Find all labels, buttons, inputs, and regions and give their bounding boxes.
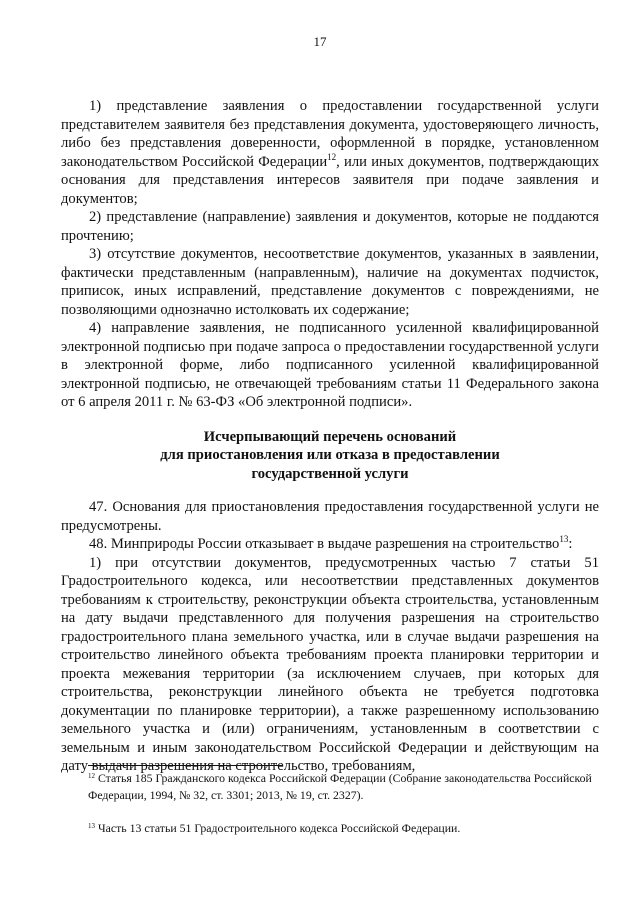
paragraph-47: 47. Основания для приостановления предоставления государственной услуги не предусмотрены. bbox=[61, 499, 599, 534]
footnote-text: Часть 13 статьи 51 Градостроительного кодекса Российской Федерации. bbox=[95, 821, 461, 835]
heading-line-1: Исчерпывающий перечень оснований bbox=[203, 428, 457, 445]
heading-line-3: государственной услуги bbox=[251, 465, 409, 482]
paragraph-item-4: 4) направление заявления, не подписанного усиленной квалифицированной электронной подписью при подаче запроса о предоставлении государственной услуги в электронной форме, либо подписанного усиленной квалифицированной электронной подписью, не отвечающей требованиям статьи 11 Федерального закона от 6 апреля 2011 г. № 63-ФЗ «Об электронной подписи». bbox=[61, 320, 599, 410]
paragraph-text: 48. Минприроды России отказывает в выдаче разрешения на строительство bbox=[89, 536, 560, 552]
footnote-12 bbox=[88, 770, 600, 804]
footnote-ref-12[interactable]: 12 bbox=[327, 151, 337, 162]
paragraph-item-2: 2) представление (направление) заявления и документов, которые не поддаются прочтению; bbox=[61, 209, 599, 244]
paragraph-text: 1) представление заявления о предоставлении государственной услуги представителем заявителя без представления документа, удостоверяющего личность, либо без представления доверенности, оформленной в порядке, установленном законодательством Российской Федерации bbox=[61, 98, 599, 170]
footnote-text: Статья 185 Гражданского кодекса Российской Федерации (Собрание законодательства Российской Федерации, 1994, № 32, ст. 3301; 2013, № 19, ст. 2327). bbox=[88, 771, 592, 802]
paragraph-text: : bbox=[568, 536, 573, 552]
page-number: 17 bbox=[313, 34, 327, 49]
paragraph-item-3: 3) отсутствие документов, несоответствие документов, указанных в заявлении, фактически представленным (направленным), наличие на документах подчисток, приписок, иных исправлений, представление документов с повреждениями, не позволяющими однозначно истолковать их содержание; bbox=[61, 246, 599, 318]
footnote-divider bbox=[88, 765, 282, 766]
paragraph-48 bbox=[61, 535, 599, 554]
footnotes bbox=[88, 770, 600, 853]
paragraph-text: , или иных документов, подтверждающих основания для представления интересов заявителя при подаче заявления и документов; bbox=[61, 153, 600, 207]
footnote-number: 13 bbox=[88, 822, 95, 830]
footnote-number: 12 bbox=[88, 772, 95, 780]
paragraph-item-1 bbox=[61, 97, 599, 208]
section-heading bbox=[61, 428, 599, 484]
paragraph-48-item-1: 1) при отсутствии документов, предусмотренных частью 7 статьи 51 Градостроительного кодекса, или несоответствии представленных документов требованиям к строительству, реконструкции объекта строительства, установленным на дату выдачи представленного для получения разрешения на строительство градостроительного плана земельного участка, или в случае выдачи разрешения на строительство линейного объекта требованиям проекта планировки территории и проекта межевания территории (за исключением случаев, при которых для строительства, реконструкции линейного объекта не требуется подготовка документации по планировке территории), а также разрешенному использованию земельного участка и (или) ограничениям, установленным в соответствии с земельным и иным законодательством Российской Федерации и действующим на дату выдачи разрешения на строительство, требованиям, bbox=[61, 554, 599, 774]
heading-line-2: для приостановления или отказа в предоставлении bbox=[160, 447, 500, 463]
footnote-13 bbox=[88, 820, 600, 837]
document-body bbox=[61, 97, 599, 776]
footnote-ref-13[interactable]: 13 bbox=[559, 534, 569, 544]
